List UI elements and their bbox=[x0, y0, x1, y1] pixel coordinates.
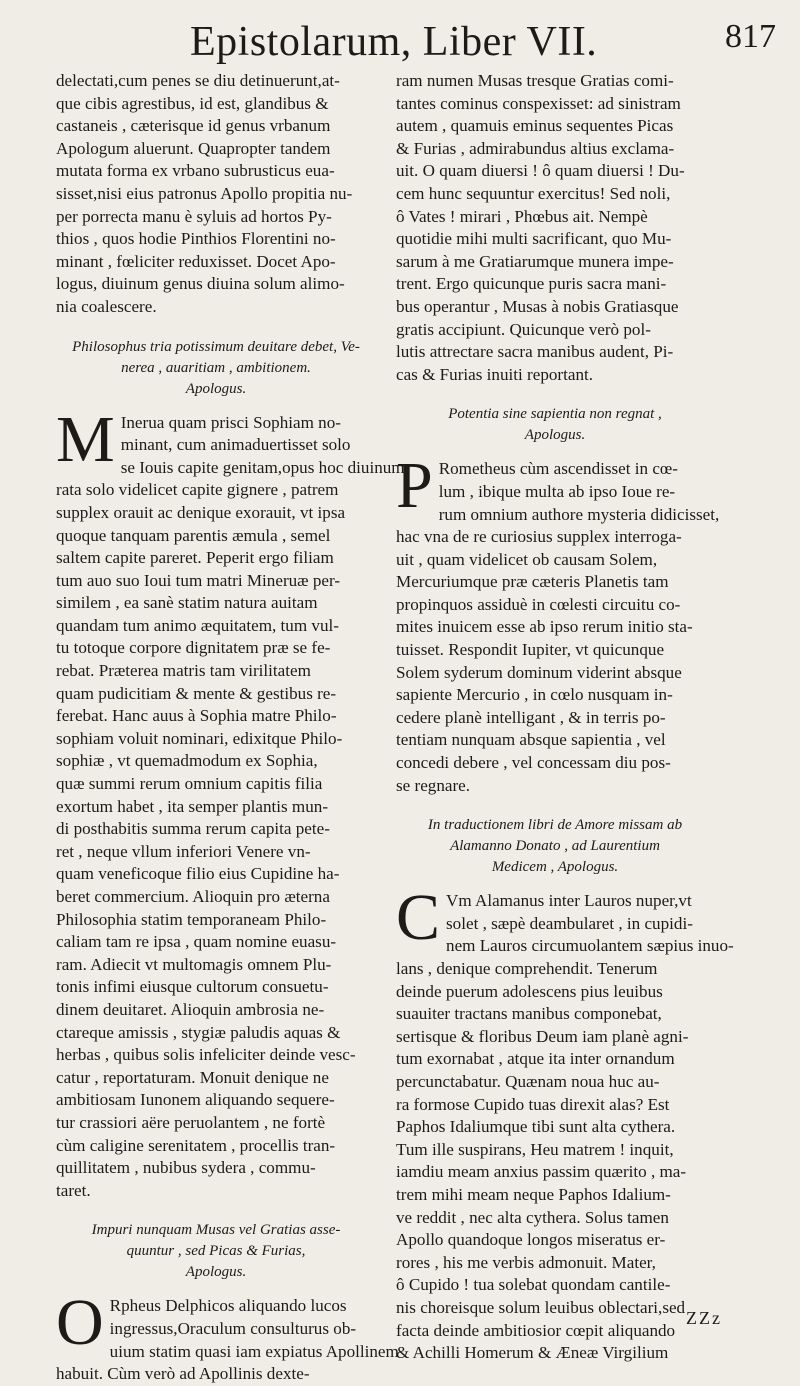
text-line: exortum habet , ita semper plantis mun- bbox=[56, 796, 329, 816]
text-line: uium statim quasi iam expiatus Apollinem bbox=[109, 1341, 399, 1361]
text-line: ctareque amissis , stygiæ paludis aquas & bbox=[56, 1022, 341, 1042]
text-line: sophiam voluit nominari, edixitque Philo- bbox=[56, 728, 343, 748]
fable-paragraph-minerua bbox=[56, 402, 405, 1203]
text-line: Philosophus tria potissimum deuitare debet, Ve- bbox=[72, 338, 360, 355]
text-line: percunctabatur. Quænam noua huc au- bbox=[396, 1071, 660, 1091]
text-line: tonis infimi eiusque cultorum consuetu- bbox=[56, 977, 329, 997]
text-line: Rpheus Delphicos aliquando lucos bbox=[109, 1296, 347, 1316]
text-line: ô Cupido ! tua solebat quondam cantile- bbox=[396, 1275, 671, 1295]
text-line: Paphos Idaliumque tibi sunt alta cythera. bbox=[396, 1117, 676, 1137]
text-line: quillitatem , nubibus sydera , commu- bbox=[56, 1158, 316, 1178]
text-line: tum exornabat , atque ita inter ornandum bbox=[396, 1049, 675, 1069]
text-line: sisset,nisi eius patronus Apollo propitia nu- bbox=[56, 183, 353, 203]
text-line: propinquos assiduè in cœlesti circuitu co- bbox=[396, 594, 681, 614]
text-line: ram. Adiecit vt multomagis omnem Plu- bbox=[56, 954, 332, 974]
fable-heading-philosophus bbox=[56, 337, 376, 400]
text-line: Inerua quam prisci Sophiam no- bbox=[120, 412, 341, 432]
text-line: taret. bbox=[56, 1180, 91, 1200]
text-line: quuntur , sed Picas & Furias, bbox=[126, 1243, 306, 1260]
text-line: bus operantur , Musas à nobis Gratiasque bbox=[396, 296, 679, 316]
text-line: saltem capite pareret. Peperit ergo filiam bbox=[56, 548, 334, 568]
text-line: Philosophia statim temporaneam Philo- bbox=[56, 909, 327, 929]
text-line: Apologum aluerunt. Quapropter tandem bbox=[56, 138, 331, 158]
text-line: di posthabitis summa rerum capita pete- bbox=[56, 819, 330, 839]
text-line: Apologus. bbox=[185, 380, 247, 397]
fable-text-prometheus bbox=[396, 449, 720, 797]
text-line: ve reddit , nec alta cythera. Solus tamen bbox=[396, 1207, 669, 1227]
text-line: per porrecta manu è syluis ad hortos Py- bbox=[56, 206, 332, 226]
text-line: similem , ea sanè statim natura auitam bbox=[56, 593, 318, 613]
text-line: tantes cominus conspexisset: ad sinistram bbox=[396, 93, 681, 113]
text-line: lans , denique comprehendit. Tenerum bbox=[396, 959, 658, 978]
text-line: thios , quos hodie Pinthios Florentini no- bbox=[56, 229, 336, 249]
left-column bbox=[56, 70, 405, 1386]
text-line: In traductionem libri de Amore missam ab bbox=[427, 817, 683, 834]
text-line: suauiter tractans manibus componebat, bbox=[396, 1004, 662, 1024]
text-line: nis choreisque solum leuibus oblectari,sed bbox=[396, 1297, 686, 1317]
fable-text-orpheus bbox=[56, 1286, 399, 1385]
text-line: Apologus. bbox=[185, 1264, 247, 1281]
text-line: caliam tam re ipsa , quam nomine euasu- bbox=[56, 932, 337, 952]
text-line: rebat. Præterea matris tam virilitatem bbox=[56, 661, 311, 681]
text-line: quoque tanquam parentis æmula , semel bbox=[56, 525, 331, 545]
text-line: beret commercium. Alioquin pro æterna bbox=[56, 887, 330, 906]
text-line: nerea , auaritiam , ambitionem. bbox=[121, 359, 311, 376]
text-line: tur crassiori aëre peruolantem , ne fortè bbox=[56, 1112, 326, 1132]
text-line: sapiente Mercurio , in cœlo nusquam in- bbox=[396, 685, 673, 705]
text-line: quæ summi rerum omnium capitis filia bbox=[56, 774, 323, 794]
text-line: catur , reportaturam. Monuit denique ne bbox=[56, 1067, 329, 1087]
text-line: castaneis , cæterisque id genus vrbanum bbox=[56, 116, 331, 136]
text-line: iamdiu meam anxius passim quærito , ma- bbox=[396, 1162, 687, 1182]
text-line: dinem deuitaret. Alioquin ambrosia ne- bbox=[56, 999, 325, 1019]
text-line: tum auo suo Ioui tum matri Mineruæ per- bbox=[56, 570, 341, 590]
text-line: ô Vates ! mirari , Phœbus ait. Nempè bbox=[396, 206, 648, 226]
text-line: Tum ille suspirans, Heu matrem ! inquit, bbox=[396, 1139, 674, 1159]
text-line: logus, diuinum genus diuina solum alimo- bbox=[56, 274, 345, 294]
text-line: cedere planè intelligant , & in terris po- bbox=[396, 707, 666, 727]
text-line: minant, cum animaduertisset solo bbox=[120, 435, 351, 455]
text-line: nia coalescere. bbox=[56, 296, 157, 316]
text-line: Mercuriumque præ cæteris Planetis tam bbox=[396, 572, 669, 592]
text-line: supplex orauit ac denique exorauit, vt ipsa bbox=[56, 502, 346, 522]
text-line: ra formose Cupido tuas direxit alas? Est bbox=[396, 1094, 670, 1114]
text-line: trent. Ergo quicunque puris sacra mani- bbox=[396, 274, 667, 294]
text-line: minant , fœliciter reduxisset. Docet Apo- bbox=[56, 251, 336, 271]
drop-cap-o: O bbox=[56, 1286, 104, 1360]
text-line: que cibis agrestibus, id est, glandibus & bbox=[56, 93, 329, 113]
text-line: quandam tum animo æquitatem, tum vul- bbox=[56, 615, 339, 635]
page-header bbox=[0, 10, 800, 70]
text-line: lum , ibique multa ab ipso Ioue re- bbox=[438, 481, 676, 501]
text-line: Alamanno Donato , ad Laurentium bbox=[450, 838, 660, 855]
text-line: tu totoque corpore dignitatem præ se fe- bbox=[56, 638, 331, 658]
text-line: cem hunc sequuntur exercitus! Sed noli, bbox=[396, 183, 671, 203]
text-line: se Iouis capite genitam,opus hoc diuinum bbox=[120, 457, 405, 477]
fable-heading-potentia bbox=[396, 404, 714, 446]
fable-heading-traductionem bbox=[396, 815, 714, 878]
text-line: & Furias , admirabundus altius exclama- bbox=[396, 138, 675, 158]
fable-paragraph-cupido bbox=[396, 881, 734, 1364]
running-title: Epistolarum, Liber VII. bbox=[190, 19, 598, 65]
left-intro-paragraph bbox=[56, 70, 376, 319]
text-line: ram numen Musas tresque Gratias comi- bbox=[396, 71, 674, 90]
text-line: sertisque & floribus Deum iam planè agni- bbox=[396, 1026, 689, 1046]
text-line: cas & Furias inuiti reportant. bbox=[396, 364, 594, 384]
text-line: lutis attrectare sacra manibus audent, Pi- bbox=[396, 342, 674, 362]
drop-cap-m: M bbox=[56, 402, 115, 476]
text-line: rores , his me verbis admonuit. Mater, bbox=[396, 1252, 656, 1272]
fable-text-cupido bbox=[396, 881, 734, 1364]
text-line: Medicem , Apologus. bbox=[491, 859, 619, 876]
text-line: ambitiosam Iunonem aliquando sequere- bbox=[56, 1090, 335, 1110]
text-line: Impuri nunquam Musas vel Gratias asse- bbox=[91, 1222, 341, 1239]
text-line: solet , sæpè deambularet , in cupidi- bbox=[446, 913, 693, 933]
text-line: ingressus,Oraculum consulturus ob- bbox=[109, 1318, 357, 1338]
text-line: deinde puerum adolescens pius leuibus bbox=[396, 981, 663, 1001]
text-line: Apollo quandoque longos miseratus er- bbox=[396, 1230, 666, 1250]
text-line: herbas , quibus solis infeliciter deinde vesc- bbox=[56, 1045, 356, 1065]
right-intro-paragraph bbox=[396, 70, 714, 386]
text-line: Vm Alamanus inter Lauros nuper,vt bbox=[446, 891, 692, 911]
text-line: uit. O quam diuersi ! ô quam diuersi ! Du- bbox=[396, 161, 685, 181]
right-column bbox=[396, 70, 734, 1365]
text-line: se regnare. bbox=[396, 775, 471, 795]
text-line: rum omnium authore mysteria didicisset, bbox=[438, 504, 720, 524]
text-line: Solem syderum dominum viderint absque bbox=[396, 662, 682, 682]
text-line: gratis accipiunt. Quicunque verò pol- bbox=[396, 319, 651, 339]
text-line: autem , quamuis eminus sequentes Picas bbox=[396, 116, 674, 136]
text-line: habuit. Cùm verò ad Apollinis dexte- bbox=[56, 1364, 310, 1384]
page-number: 817 bbox=[725, 18, 776, 55]
fable-text-minerua bbox=[56, 402, 405, 1203]
text-line: & Achilli Homerum & Æneæ Virgilium bbox=[396, 1343, 669, 1363]
text-line: ret , neque vllum inferiori Venere vn- bbox=[56, 841, 311, 861]
text-line: ferebat. Hanc auus à Sophia matre Philo- bbox=[56, 706, 337, 726]
drop-cap-c: C bbox=[396, 881, 441, 955]
fable-heading-impuri bbox=[56, 1220, 376, 1283]
text-line: rata solo videlicet capite gignere , patrem bbox=[56, 480, 339, 500]
fable-paragraph-prometheus bbox=[396, 449, 720, 797]
text-line: nem Lauros circumuolantem sæpius inuo- bbox=[446, 936, 734, 956]
text-line: sophiæ , vt quemadmodum ex Sophia, bbox=[56, 751, 318, 771]
text-line: delectati,cum penes se diu detinuerunt,at- bbox=[56, 71, 340, 90]
text-line: sarum à me Gratiarumque munera impe- bbox=[396, 251, 674, 271]
text-line: Apologus. bbox=[524, 427, 586, 444]
text-line: tuisset. Respondit Iupiter, vt quicunque bbox=[396, 640, 665, 660]
text-line: mites inuicem esse ab ipso rerum initio sta- bbox=[396, 617, 693, 637]
text-line: uit , quam videlicet ob causam Solem, bbox=[396, 549, 658, 569]
text-line: quam veneficoque filio eius Cupidine ha- bbox=[56, 864, 340, 884]
text-line: mutata forma ex vrbano subrusticus eua- bbox=[56, 161, 335, 181]
text-line: Rometheus cùm ascendisset in cœ- bbox=[438, 459, 678, 479]
text-line: concedi debere , vel concessam diu pos- bbox=[396, 753, 671, 773]
text-line: tentiam nunquam absque sapientia , vel bbox=[396, 730, 666, 750]
text-line: trem mihi meam neque Paphos Idalium- bbox=[396, 1184, 671, 1204]
text-line: hac vna de re curiosius supplex interroga- bbox=[396, 527, 682, 547]
text-line: Potentia sine sapientia non regnat , bbox=[448, 406, 662, 423]
drop-cap-p: P bbox=[396, 449, 433, 523]
text-line: facta deinde ambitiosior cœpit aliquando bbox=[396, 1320, 676, 1340]
fable-paragraph-orpheus bbox=[56, 1286, 399, 1385]
text-line: cùm caligine serenitatem , procellis tran- bbox=[56, 1135, 336, 1155]
text-line: quam pudicitiam & mente & gestibus re- bbox=[56, 683, 337, 703]
signature-mark: ZZz bbox=[686, 1308, 722, 1328]
text-line: quotidie mihi multi sacrificant, quo Mu- bbox=[396, 229, 672, 249]
